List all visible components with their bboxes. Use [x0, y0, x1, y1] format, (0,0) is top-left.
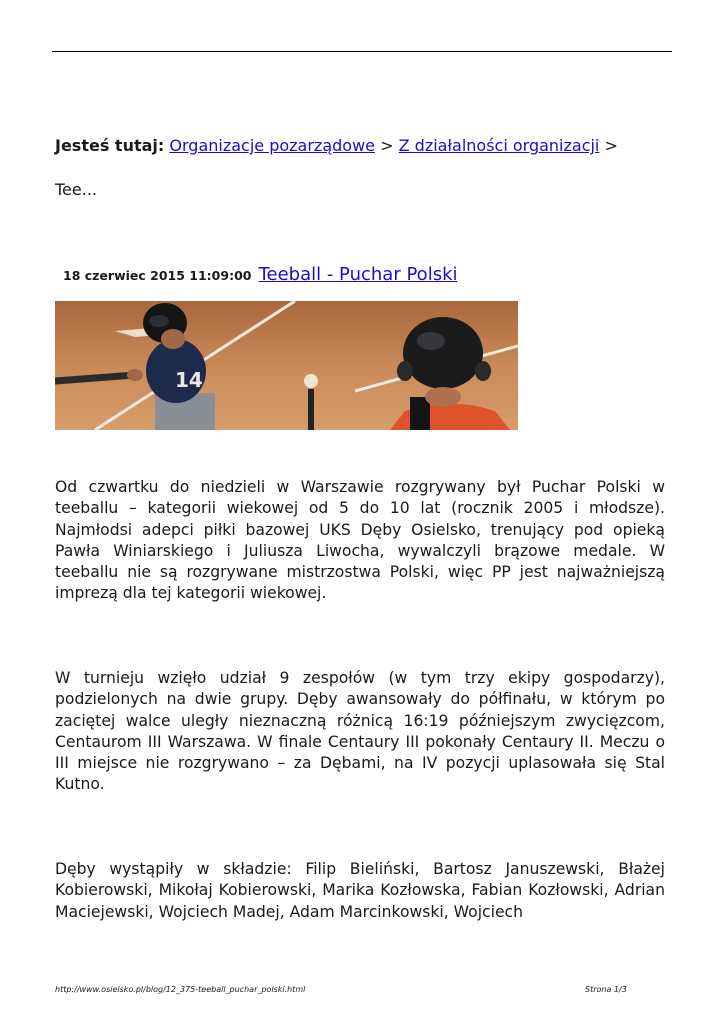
breadcrumb [55, 136, 675, 156]
breadcrumb-separator: > [380, 136, 394, 155]
header-rule [52, 51, 672, 52]
breadcrumb-link-dzialalnosc[interactable]: Z działalności organizacji [398, 136, 600, 155]
article-paragraph: Dęby wystąpiły w składzie: Filip Bieliński, Bartosz Januszewski, Błażej Kobierowski, Mikołaj Kobierowski, Marika Kozłowska, Fabian Kozłowski, Adrian Maciejewski, Wojciech Madej, Adam Marcinkowski, Wojciech [55, 860, 665, 921]
breadcrumb-label: Jesteś tutaj: [55, 136, 165, 155]
teeball-photo [55, 301, 518, 430]
article-paragraph: W turnieju wzięło udział 9 zespołów (w tym trzy ekipy gospodarzy), podzielonych na dwie grupy. Dęby awansowały do półfinału, w którym po zaciętej walce uległy nieznaczną różnicą 16:19 późniejszym zwycięzcom, Centaurom III Warszawa. W finale Centaury III pokonały Centaury II. Meczu o III miejsce nie rozgrywano – za Dębami, na IV pozycji uplasowała się Stal Kutno. [55, 669, 665, 794]
intro-text: Tee... [55, 180, 97, 199]
footer-page-number: Strona 1/3 [585, 985, 627, 994]
post-title-link[interactable]: Teeball - Puchar Polski [258, 264, 458, 285]
footer-url: http://www.osielsko.pl/blog/12_375-teeball_puchar_polski.html [55, 985, 306, 994]
breadcrumb-separator: > [604, 136, 618, 155]
post-header [63, 264, 458, 285]
post-date: 18 czerwiec 2015 11:09:00 [63, 268, 252, 283]
article-photo [55, 301, 518, 430]
jersey-number: 14 [175, 368, 203, 392]
article-paragraph: Od czwartku do niedzieli w Warszawie rozgrywany był Puchar Polski w teeballu – kategorii wiekowej od 5 do 10 lat (rocznik 2005 i młodsze). Najmłodsi adepci piłki bazowej UKS Dęby Osielsko, trenujący pod opieką Pawła Winiarskiego i Juliusza Liwocha, wywalczyli brązowe medale. W teeballu nie są rozgrywane mistrzostwa Polski, więc PP jest najważniejszą imprezą dla tej kategorii wiekowej. [55, 478, 665, 603]
breadcrumb-link-organizacje[interactable]: Organizacje pozarządowe [169, 136, 376, 155]
